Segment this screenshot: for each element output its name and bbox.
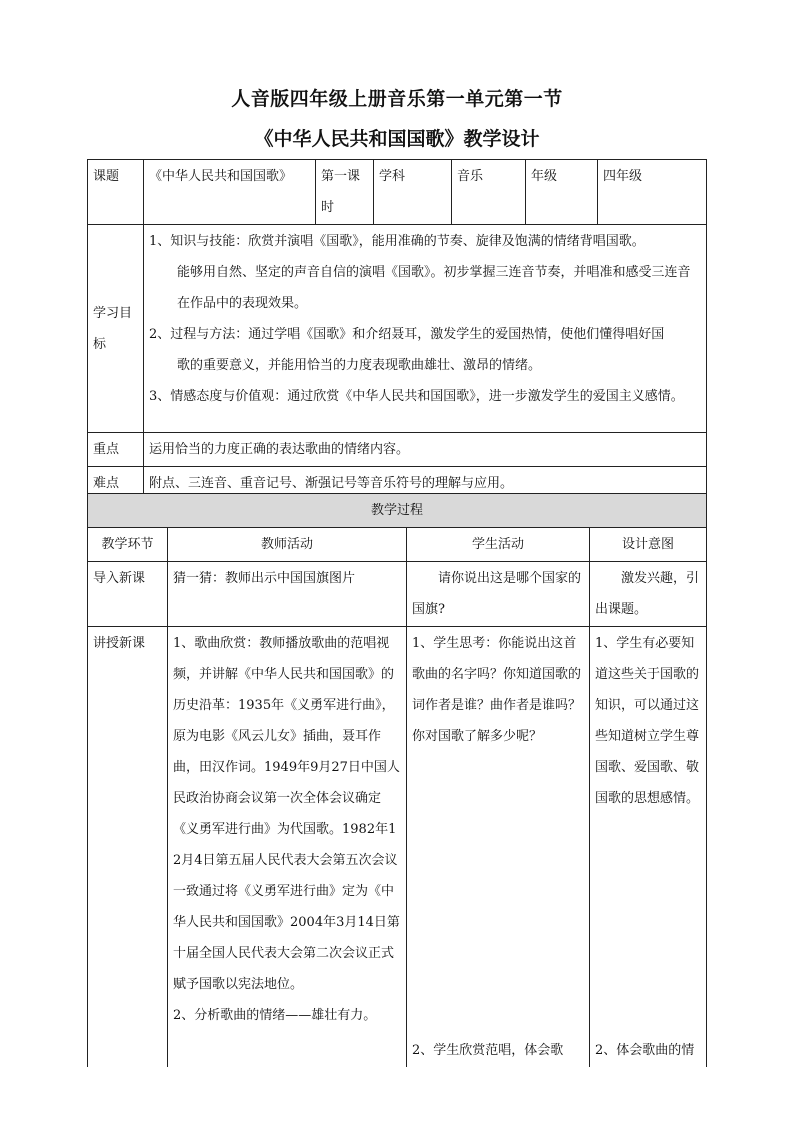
row-intro-student: 请你说出这是哪个国家的国旗? (407, 562, 590, 627)
row-teach-teacher (168, 627, 407, 1067)
topic-label: 课题 (88, 160, 144, 225)
document-title-line2: 《中华人民共和国国歌》教学设计 (254, 128, 540, 150)
goal-2-a: 2、过程与方法：通过学唱《国歌》和介绍聂耳，激发学生的爱国热情，使他们懂得唱好国 (149, 327, 665, 342)
goal-3: 3、情感态度与价值观：通过欣赏《中华人民共和国国歌》，进一步激发学生的爱国主义感情。 (149, 389, 684, 404)
row-teach-intent (590, 627, 707, 1067)
lesson-info-table (87, 159, 707, 501)
document-title-line1: 人音版四年级上册音乐第一单元第一节 (231, 88, 563, 110)
row-teach-stage: 讲授新课 (88, 627, 168, 1067)
student-activity-1: 1、学生思考：你能说出这首歌曲的名字吗？你知道国歌的词作者是谁？曲作者是谁吗？你对国歌了解多少呢？ (412, 636, 582, 744)
grade-value: 四年级 (598, 160, 707, 225)
goals-label: 学习目标 (88, 225, 144, 433)
row-intro-teacher: 猜一猜：教师出示中国国旗图片 (168, 562, 407, 627)
lesson-period: 第一课时 (316, 160, 374, 225)
goals-content (144, 225, 707, 433)
grade-label: 年级 (526, 160, 598, 225)
subject-label: 学科 (374, 160, 452, 225)
intent-1: 1、学生有必要知道这些关于国歌的知识，可以通过这些知道树立学生尊国歌、爱国歌、敬国歌的思想感情。 (595, 636, 700, 806)
difficulty-text: 附点、三连音、重音记号、渐强记号等音乐符号的理解与应用。 (144, 467, 707, 501)
student-activity-2: 2、学生欣赏范唱，体会歌 (412, 1042, 564, 1058)
goal-1-b: 能够用自然、坚定的声音自信的演唱《国歌》。初步掌握三连音节奏，并唱准和感受三连音在作品中的表现效果。 (177, 265, 691, 311)
intent-2: 2、体会歌曲的情 (595, 1042, 695, 1058)
teacher-activity-1: 1、歌曲欣赏：教师播放歌曲的范唱视频，并讲解《中华人民共和国国歌》的历史沿革：1935年《义勇军进行曲》，原为电影《风云儿女》插曲，聂耳作曲，田汉作词。1949年9月27日中国人民政治协商会议第一次全体会议确定《义勇军进行曲》为代国歌。1982年12月4日第五届人民代表大会第五次会议一致通过将《义勇军进行曲》定为《中华人民共和国国歌》2004年3月14日第十届全国人民代表大会第二次会议正式赋予国歌以宪法地位。 (173, 636, 400, 992)
row-intro-stage: 导入新课 (88, 562, 168, 627)
column-header-student: 学生活动 (407, 528, 590, 562)
teacher-activity-2: 2、分析歌曲的情绪——雄壮有力。 (173, 1008, 377, 1023)
subject-value: 音乐 (452, 160, 526, 225)
row-intro-intent: 激发兴趣，引出课题。 (590, 562, 707, 627)
difficulty-label: 难点 (88, 467, 144, 501)
column-header-stage: 教学环节 (88, 528, 168, 562)
goal-1-a: 1、知识与技能：欣赏并演唱《国歌》，能用准确的节奏、旋律及饱满的情绪背唱国歌。 (149, 234, 645, 249)
key-point-text: 运用恰当的力度正确的表达歌曲的情绪内容。 (144, 433, 707, 467)
process-header: 教学过程 (88, 494, 707, 528)
topic-value: 《中华人民共和国国歌》 (144, 160, 316, 225)
key-point-label: 重点 (88, 433, 144, 467)
goal-2-b: 歌的重要意义，并能用恰当的力度表现歌曲雄壮、激昂的情绪。 (177, 358, 542, 373)
teaching-process-table (87, 493, 707, 1067)
column-header-intent: 设计意图 (590, 528, 707, 562)
column-header-teacher: 教师活动 (168, 528, 407, 562)
row-teach-student (407, 627, 590, 1067)
